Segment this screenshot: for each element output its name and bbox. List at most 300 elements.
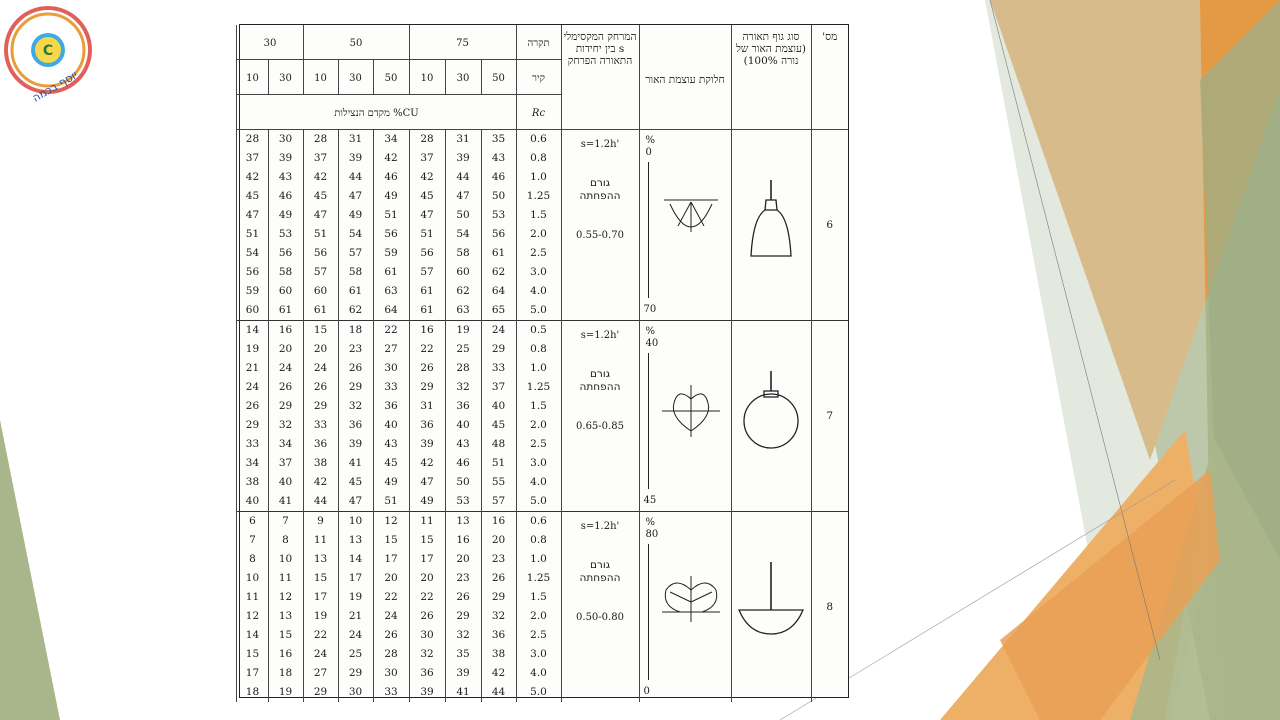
cu-value: 36 [409,664,445,683]
cu-value: 39 [445,149,481,168]
rc-value: 1.5 [516,206,561,225]
cu-value: 20 [409,569,445,588]
cu-value: 26 [338,359,373,378]
cu-value: 36 [338,416,373,435]
cu-value: 37 [268,454,303,473]
cu-value: 53 [481,206,516,225]
rc-value: 1.5 [516,397,561,416]
cu-value: 35 [481,130,516,150]
spacing-formula: s=1.2h' [580,139,620,150]
rc-value: 4.0 [516,282,561,301]
cu-value: 36 [409,416,445,435]
distribution-bottom-value: 0 [643,686,650,697]
cu-value: 9 [303,512,338,532]
cu-value: 39 [445,664,481,683]
cu-value: 40 [268,473,303,492]
cu-value: 54 [445,225,481,244]
cu-value: 28 [303,130,338,150]
distribution-percent-sign: % [645,135,656,146]
cu-value: 47 [409,473,445,492]
cu-value: 32 [445,378,481,397]
cu-value: 30 [268,130,303,150]
cu-value: 28 [409,130,445,150]
cu-value: 50 [445,206,481,225]
cu-value: 29 [481,340,516,359]
cu-value: 47 [445,187,481,206]
distribution-cell [639,512,731,703]
cu-value: 30 [373,664,409,683]
cu-value: 50 [481,187,516,206]
cu-value: 13 [303,550,338,569]
cu-value: 61 [373,263,409,282]
cu-value: 13 [445,512,481,532]
cu-value: 42 [303,168,338,187]
cu-value: 35 [445,645,481,664]
header-wall-value: 50 [373,60,409,95]
cu-value: 30 [373,359,409,378]
cu-value: 22 [373,588,409,607]
cu-table-sheet [239,24,849,698]
cu-value: 57 [303,263,338,282]
rc-value: 2.0 [516,416,561,435]
cu-value: 37 [481,378,516,397]
cu-value: 38 [237,473,268,492]
header-wall-value: 50 [481,60,516,95]
cu-value: 49 [373,473,409,492]
polar-curve-diagram [656,381,726,445]
cu-value: 12 [237,607,268,626]
cu-value: 33 [303,416,338,435]
cu-value: 43 [445,435,481,454]
cu-value: 24 [303,645,338,664]
cu-value: 63 [373,282,409,301]
cu-value: 56 [481,225,516,244]
cu-value: 42 [237,168,268,187]
cu-value: 11 [268,569,303,588]
cu-value: 29 [409,378,445,397]
distribution-arrow [648,353,649,489]
spacing-cell [561,321,639,512]
rc-value: 0.6 [516,512,561,532]
cu-value: 47 [303,206,338,225]
spacing-cell [561,130,639,321]
cu-value: 41 [338,454,373,473]
rc-value: 0.8 [516,340,561,359]
rc-value: 5.0 [516,683,561,702]
cu-value: 29 [237,416,268,435]
cu-value: 22 [303,626,338,645]
rc-value: 0.5 [516,321,561,341]
cu-value: 49 [268,206,303,225]
cu-value: 57 [481,492,516,512]
cu-value: 16 [445,531,481,550]
cu-value: 11 [409,512,445,532]
cu-value: 45 [409,187,445,206]
header-wall-value: 30 [338,60,373,95]
cu-value: 38 [481,645,516,664]
rc-value: 4.0 [516,664,561,683]
cu-value: 61 [409,282,445,301]
cu-value: 40 [373,416,409,435]
cu-value: 56 [409,244,445,263]
distribution-top-value: 80 [645,529,659,540]
cu-value: 51 [409,225,445,244]
cu-value: 57 [409,263,445,282]
spacing-cell [561,512,639,703]
cu-value: 59 [373,244,409,263]
reduction-factor-label: גורם ההפחתה [579,559,621,584]
cu-value: 31 [338,130,373,150]
cu-value: 10 [268,550,303,569]
cu-value: 49 [338,206,373,225]
cu-value: 8 [268,531,303,550]
cu-value: 19 [303,607,338,626]
header-no: מס' [811,25,848,130]
cu-value: 61 [409,301,445,321]
cu-value: 31 [445,130,481,150]
rc-value: 4.0 [516,473,561,492]
cu-value: 56 [373,225,409,244]
cu-value: 24 [303,359,338,378]
cu-value: 51 [373,492,409,512]
cu-value: 48 [481,435,516,454]
cu-value: 32 [409,645,445,664]
cu-value: 34 [237,454,268,473]
cu-value: 25 [338,645,373,664]
cu-value: 25 [445,340,481,359]
cu-value: 29 [481,588,516,607]
cu-value: 19 [445,321,481,341]
cu-value: 7 [268,512,303,532]
cu-value: 37 [303,149,338,168]
header-spacing: המרחק המקסימלי s בין יחידות התאורה הפרחק [561,25,639,130]
cu-value: 26 [237,397,268,416]
logo-name: יוסף בכמה [30,68,80,105]
cu-value: 13 [338,531,373,550]
cu-value: 21 [338,607,373,626]
cu-value: 60 [445,263,481,282]
cu-value: 61 [303,301,338,321]
cu-value: 39 [268,149,303,168]
cu-value: 10 [237,569,268,588]
cu-value: 44 [303,492,338,512]
header-wall-value: 30 [268,60,303,95]
cu-value: 16 [268,321,303,341]
cu-value: 17 [303,588,338,607]
cu-value: 39 [409,435,445,454]
cu-value: 45 [338,473,373,492]
coefficient-of-utilization-table [236,25,848,702]
cu-value: 43 [268,168,303,187]
cu-value: 19 [237,340,268,359]
cu-value: 56 [268,244,303,263]
header-wall-value: 10 [237,60,268,95]
cu-value: 18 [338,321,373,341]
cu-value: 20 [481,531,516,550]
header-ceiling-label: תקרה [516,25,561,60]
cu-value: 7 [237,531,268,550]
cu-value: 21 [237,359,268,378]
cu-value: 28 [373,645,409,664]
cu-value: 50 [445,473,481,492]
cu-value: 39 [338,149,373,168]
cu-value: 17 [237,664,268,683]
cu-value: 56 [303,244,338,263]
cu-value: 24 [338,626,373,645]
cu-value: 15 [237,645,268,664]
cu-value: 26 [303,378,338,397]
cu-value: 24 [268,359,303,378]
cu-value: 36 [373,397,409,416]
cu-value: 53 [268,225,303,244]
cu-value: 45 [303,187,338,206]
cu-value: 51 [373,206,409,225]
cu-value: 16 [481,512,516,532]
cu-value: 42 [409,454,445,473]
rc-value: 2.5 [516,244,561,263]
header-wall-label: קיר [516,60,561,95]
rc-value: 5.0 [516,301,561,321]
cu-value: 28 [237,130,268,150]
cu-value: 29 [338,664,373,683]
cu-value: 32 [445,626,481,645]
cu-value: 24 [481,321,516,341]
rc-value: 0.8 [516,531,561,550]
cu-value: 24 [237,378,268,397]
distribution-top-value: 40 [645,338,659,349]
cu-value: 39 [409,683,445,702]
distribution-percent-sign: % [645,326,656,337]
cu-value: 15 [409,531,445,550]
table-row [237,512,848,532]
cu-value: 22 [409,340,445,359]
cu-value: 56 [237,263,268,282]
cu-value: 10 [338,512,373,532]
distribution-arrow [648,162,649,298]
cu-value: 20 [303,340,338,359]
cu-value: 20 [373,569,409,588]
cu-value: 8 [237,550,268,569]
cu-value: 58 [338,263,373,282]
cu-value: 12 [268,588,303,607]
cu-value: 46 [445,454,481,473]
cu-value: 53 [445,492,481,512]
cu-value: 47 [338,492,373,512]
cu-value: 28 [445,359,481,378]
cu-value: 32 [268,416,303,435]
cu-value: 58 [445,244,481,263]
cu-value: 20 [268,340,303,359]
cu-value: 49 [409,492,445,512]
cu-value: 12 [373,512,409,532]
cu-value: 46 [481,168,516,187]
cu-value: 15 [303,321,338,341]
cu-value: 62 [338,301,373,321]
cu-value: 22 [409,588,445,607]
cu-value: 61 [268,301,303,321]
reduction-factor-label: גורם ההפחתה [579,368,621,393]
cu-value: 46 [373,168,409,187]
cu-value: 26 [409,607,445,626]
header-fixture-type: סוג גוף תאורה (עוצמת האור של נורה 100%) [731,25,811,130]
cu-value: 47 [338,187,373,206]
rc-value: 2.5 [516,626,561,645]
cu-value: 43 [481,149,516,168]
cu-value: 44 [338,168,373,187]
cu-value: 11 [303,531,338,550]
rc-value: 1.0 [516,359,561,378]
cu-value: 23 [338,340,373,359]
cu-value: 41 [268,492,303,512]
rc-value: 2.0 [516,607,561,626]
cu-value: 59 [237,282,268,301]
cu-value: 17 [373,550,409,569]
cu-value: 14 [338,550,373,569]
distribution-cell [639,321,731,512]
cu-value: 41 [445,683,481,702]
cu-value: 61 [338,282,373,301]
distribution-percent-sign: % [645,517,656,528]
fixture-type-icon [731,512,811,703]
cu-value: 37 [409,149,445,168]
cu-value: 13 [268,607,303,626]
rc-value: 0.6 [516,130,561,150]
cu-value: 15 [268,626,303,645]
spacing-formula: s=1.2h' [580,330,620,341]
distribution-arrow [648,544,649,680]
cu-value: 26 [481,569,516,588]
cu-value: 24 [373,607,409,626]
cu-value: 20 [445,550,481,569]
cu-value: 45 [373,454,409,473]
svg-text:C: C [42,43,54,59]
cu-value: 34 [373,130,409,150]
cu-value: 60 [268,282,303,301]
header-ceiling-75: 75 [409,25,516,60]
cu-value: 29 [445,607,481,626]
cu-value: 42 [303,473,338,492]
header-distribution: חלוקת עוצמת האור [639,25,731,130]
cu-value: 14 [237,321,268,341]
reduction-factor-label: גורם ההפחתה [579,177,621,202]
cu-value: 54 [338,225,373,244]
cu-value: 23 [481,550,516,569]
cu-value: 62 [445,282,481,301]
header-wall-value: 30 [445,60,481,95]
fixture-number: 8 [811,512,848,703]
cu-value: 34 [268,435,303,454]
cu-value: 29 [338,378,373,397]
cu-value: 31 [409,397,445,416]
cu-value: 11 [237,588,268,607]
cu-value: 18 [268,664,303,683]
cu-value: 19 [338,588,373,607]
cu-value: 36 [445,397,481,416]
header-cu-label: CU% מקדם הנצילות [237,95,516,130]
rc-value: 1.25 [516,378,561,397]
header-wall-value: 10 [409,60,445,95]
polar-curve-diagram [656,572,726,636]
reduction-factor-range: 0.50-0.80 [576,612,624,623]
fixture-type-icon [731,130,811,321]
cu-value: 49 [373,187,409,206]
cu-value: 44 [481,683,516,702]
rc-value: 0.8 [516,149,561,168]
cu-value: 29 [303,683,338,702]
cu-value: 65 [481,301,516,321]
fixture-number: 7 [811,321,848,512]
header-ceiling-50: 50 [303,25,409,60]
cu-value: 16 [268,645,303,664]
rc-value: 3.0 [516,454,561,473]
cu-value: 58 [268,263,303,282]
distribution-bottom-value: 70 [643,304,657,315]
polar-curve-diagram [656,190,726,254]
distribution-cell [639,130,731,321]
cu-value: 60 [237,301,268,321]
cu-value: 17 [338,569,373,588]
cu-value: 51 [481,454,516,473]
table-row [237,130,848,150]
header-wall-value: 10 [303,60,338,95]
cu-value: 15 [373,531,409,550]
cu-value: 29 [303,397,338,416]
cu-value: 40 [481,397,516,416]
cu-value: 61 [481,244,516,263]
header-rc-label: Rc [516,95,561,130]
cu-value: 32 [481,607,516,626]
cu-value: 51 [237,225,268,244]
cu-value: 62 [481,263,516,282]
cu-value: 64 [481,282,516,301]
cu-value: 29 [268,397,303,416]
cu-value: 45 [481,416,516,435]
cu-value: 26 [445,588,481,607]
cu-value: 6 [237,512,268,532]
rc-value: 3.0 [516,645,561,664]
cu-value: 23 [445,569,481,588]
cu-value: 32 [338,397,373,416]
rc-value: 5.0 [516,492,561,512]
cu-value: 22 [373,321,409,341]
cu-value: 17 [409,550,445,569]
cu-value: 33 [373,683,409,702]
cu-value: 40 [237,492,268,512]
cu-value: 33 [237,435,268,454]
cu-value: 43 [373,435,409,454]
cu-value: 42 [409,168,445,187]
cu-value: 51 [303,225,338,244]
rc-value: 3.0 [516,263,561,282]
cu-value: 19 [268,683,303,702]
rc-value: 1.25 [516,569,561,588]
cu-value: 54 [237,244,268,263]
cu-value: 44 [445,168,481,187]
reduction-factor-range: 0.65-0.85 [576,421,624,432]
rc-value: 2.5 [516,435,561,454]
reduction-factor-range: 0.55-0.70 [576,230,624,241]
rc-value: 2.0 [516,225,561,244]
rc-value: 1.0 [516,550,561,569]
cu-value: 40 [445,416,481,435]
header-ceiling-30: 30 [237,25,303,60]
rc-value: 1.25 [516,187,561,206]
cu-value: 63 [445,301,481,321]
cu-value: 36 [303,435,338,454]
cu-value: 45 [237,187,268,206]
cu-value: 57 [338,244,373,263]
cu-value: 14 [237,626,268,645]
